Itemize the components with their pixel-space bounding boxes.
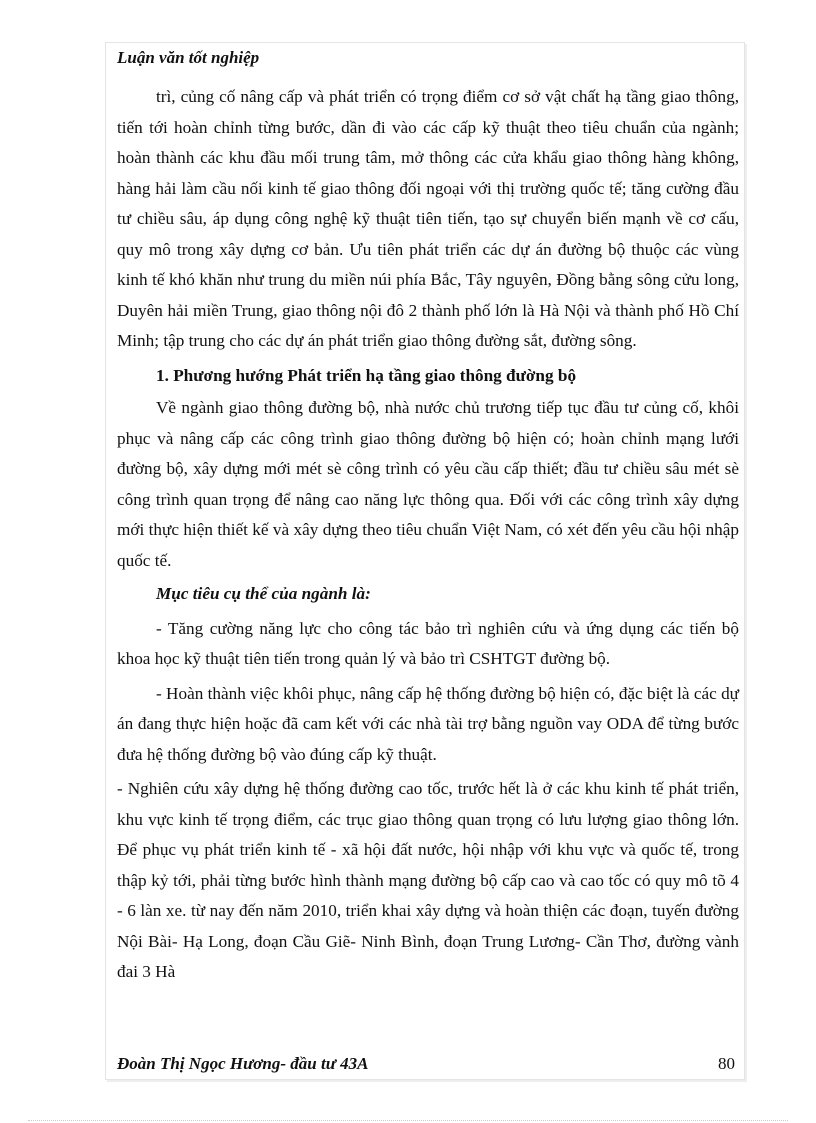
- page-bottom-divider: [28, 1120, 788, 1121]
- goal-item-upgrade: - Hoàn thành việc khôi phục, nâng cấp hệ thống đường bộ hiện có, đặc biệt là các dự án đang thực hiện hoặc đã cam kết với các nhà tài trợ bằng nguồn vay ODA để từng bước đưa hệ thống đường bộ vào đúng cấp kỹ thuật.: [117, 683, 739, 764]
- footer-author: Đoàn Thị Ngọc Hương- đầu tư 43A: [117, 1054, 369, 1073]
- section-heading: 1. Phương hướng Phát triển hạ tầng giao thông đường bộ: [156, 365, 577, 385]
- running-header: Luận văn tốt nghiệp: [117, 48, 260, 67]
- page-number: 80: [718, 1054, 735, 1073]
- goal-item-expressway: - Nghiên cứu xây dựng hệ thống đường cao tốc, trước hết là ở các khu kinh tế phát triển, khu vực kinh tế trọng điểm, các trục giao thông quan trọng có lưu lượng giao thông lớn. Để phục vụ phát triển kinh tế - xã hội đất nước, hội nhập với khu vực và quốc tế, trong thập kỷ tới, phải từng bước hình thành mạng đường bộ cấp cao và cao tốc có quy mô tõ 4 - 6 làn xe. từ nay đến năm 2010, triển khai xây dựng và hoàn thiện các đoạn, tuyến đường Nội Bài- Hạ Long, đoạn Cầu Giẽ- Ninh Bình, đoạn Trung Lương- Cần Thơ, đường vành đai 3 Hà: [117, 779, 739, 981]
- paragraph-road-policy: Về ngành giao thông đường bộ, nhà nước chủ trương tiếp tục đầu tư củng cố, khôi phục và nâng cấp các công trình giao thông đường bộ hiện có; hoàn chỉnh mạng lưới đường bộ, xây dựng mới mét sè công trình có yêu cầu cấp thiết; đầu tư chiều sâu mét sè công trình quan trọng để nâng cao năng lực thông qua. Đối với các công trình xây dựng mới thực hiện thiết kế và xây dựng theo tiêu chuẩn Việt Nam, có xét đến yêu cầu hội nhập quốc tế.: [117, 398, 739, 570]
- document-body: [117, 82, 739, 988]
- goal-item-maintenance: - Tăng cường năng lực cho công tác bảo trì nghiên cứu và ứng dụng các tiến bộ khoa học kỹ thuật tiên tiến trong quản lý và bảo trì CSHTGT đường bộ.: [117, 618, 739, 668]
- goals-subheading: Mục tiêu cụ thể của ngành là:: [156, 584, 371, 603]
- paragraph-intro: trì, củng cố nâng cấp và phát triển có trọng điểm cơ sở vật chất hạ tầng giao thông, tiến tới hoàn chỉnh từng bước, dần đi vào các cấp kỹ thuật theo tiêu chuẩn của ngành; hoàn thành các khu đầu mối trung tâm, mở thông các cửa khẩu giao thông hàng không, hàng hải làm cầu nối kinh tế giao thông đối ngoại với thị trường quốc tế; tăng cường đầu tư chiều sâu, áp dụng công nghệ kỹ thuật tiên tiến, tạo sự chuyển biến mạnh về cơ cấu, quy mô trong xây dựng cơ bản. Ưu tiên phát triển các dự án đường bộ thuộc các vùng kinh tế khó khăn như trung du miền núi phía Bắc, Tây nguyên, Đồng bằng sông cửu long, Duyên hải miền Trung, giao thông nội đô 2 thành phố lớn là Hà Nội và thành phố Hồ Chí Minh; tập trung cho các dự án phát triển giao thông đường sắt, đường sông.: [117, 87, 739, 350]
